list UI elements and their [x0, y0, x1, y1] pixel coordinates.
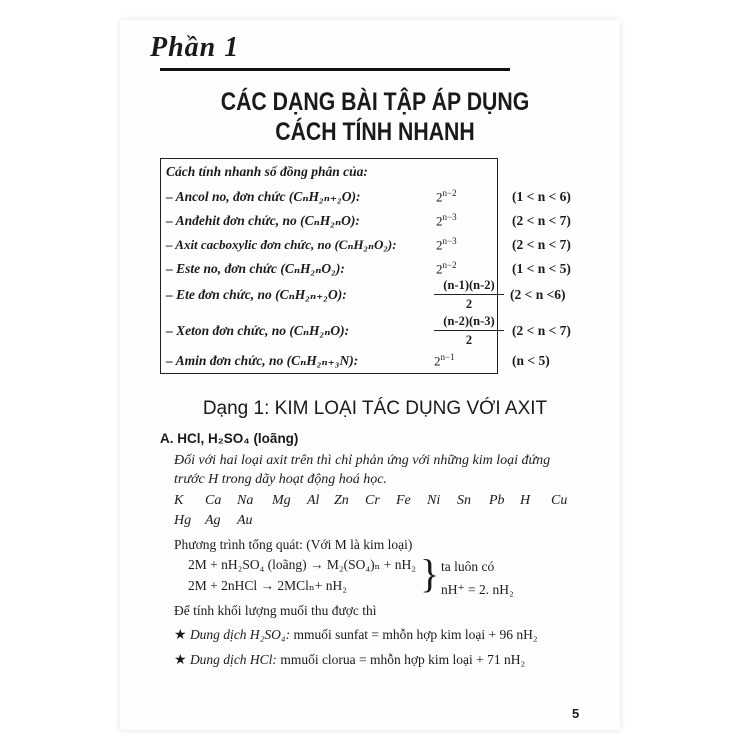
- table-row-fraction: $\frac{(n-1)(n-2)}{2}$: [434, 278, 504, 312]
- table-row-name: – Anđehit đơn chức, no (CₙH₂ₙO):: [166, 213, 360, 228]
- star-icon: ★: [174, 628, 187, 643]
- table-row-condition: (n < 5): [512, 353, 550, 368]
- title-line-2: CÁCH TÍNH NHANH: [275, 118, 475, 146]
- table-row-name: – Ancol no, đơn chức (CₙH₂ₙ₊₂O):: [166, 189, 361, 204]
- table-row-condition: (2 < n <6): [510, 287, 566, 302]
- subsection-heading: A. HCl, H₂SO₄ (loãng): [160, 431, 299, 446]
- paragraph-line: trước H trong dãy hoạt động hoá học.: [174, 472, 387, 487]
- title-line-1: CÁC DẠNG BÀI TẬP ÁP DỤNG: [220, 88, 530, 116]
- table-row-condition: (2 < n < 7): [512, 237, 571, 252]
- section-heading: Dạng 1: KIM LOẠI TÁC DỤNG VỚI AXIT: [202, 398, 548, 419]
- table-row-formula: $2^{n-2}$: [436, 188, 457, 205]
- table-row-condition: (1 < n < 6): [512, 189, 571, 204]
- table-row-formula: $2^{n-3}$: [436, 236, 457, 253]
- equation-1: 2M + nH₂SO₄ (loãng) → M₂(SO₄)ₙ + nH₂: [188, 557, 416, 572]
- mass-intro: Để tính khối lượng muối thu được thì: [174, 603, 377, 618]
- table-row-name: – Axit cacboxylic đơn chức, no (CₙH₂ₙO₂):: [166, 237, 397, 252]
- table-row-name: – Amin đơn chức, no (CₙH₂ₙ₊₃N):: [166, 353, 359, 368]
- table-row-fraction: $\frac{(n-2)(n-3)}{2}$: [434, 314, 504, 348]
- table-row-name: – Este no, đơn chức (CₙH₂ₙO₂):: [166, 261, 345, 276]
- table-row-condition: (2 < n < 7): [512, 323, 571, 338]
- table-heading: Cách tính nhanh số đồng phân của:: [166, 164, 368, 179]
- general-equation-label: Phương trình tổng quát: (Với M là kim loại): [174, 537, 413, 552]
- bullet-1: ★ Dung dịch H₂SO₄: mmuối sunfat = mhỗn hợp kim loại + 96 nH₂: [174, 627, 538, 643]
- part-label: Phần 1: [150, 32, 240, 63]
- paragraph-line: Đối với hai loại axit trên thì chỉ phản ứng với những kim loại đứng: [174, 453, 551, 468]
- table-row-formula: $2^{n-2}$: [436, 260, 457, 277]
- part-underline: [160, 68, 510, 71]
- star-icon: ★: [174, 653, 187, 668]
- table-row-formula: $2^{n-3}$: [436, 212, 457, 229]
- bullet-2: ★ Dung dịch HCl: mmuối clorua = mhỗn hợp kim loại + 71 nH₂: [174, 652, 526, 668]
- table-row-formula: $2^{n-1}$: [434, 352, 455, 369]
- relation-text: nH⁺ = 2. nH₂: [441, 582, 514, 597]
- equation-2: 2M + 2nHCl → 2MClₙ+ nH₂: [188, 578, 347, 593]
- table-row-name: – Ete đơn chức, no (CₙH₂ₙ₊₂O):: [166, 287, 347, 302]
- table-row-name: – Xeton đơn chức, no (CₙH₂ₙO):: [166, 323, 350, 338]
- table-row-condition: (2 < n < 7): [512, 213, 571, 228]
- brace: }: [420, 551, 440, 596]
- page-number: 5: [572, 706, 580, 721]
- always-have-text: ta luôn có: [441, 559, 495, 574]
- table-row-condition: (1 < n < 5): [512, 261, 571, 276]
